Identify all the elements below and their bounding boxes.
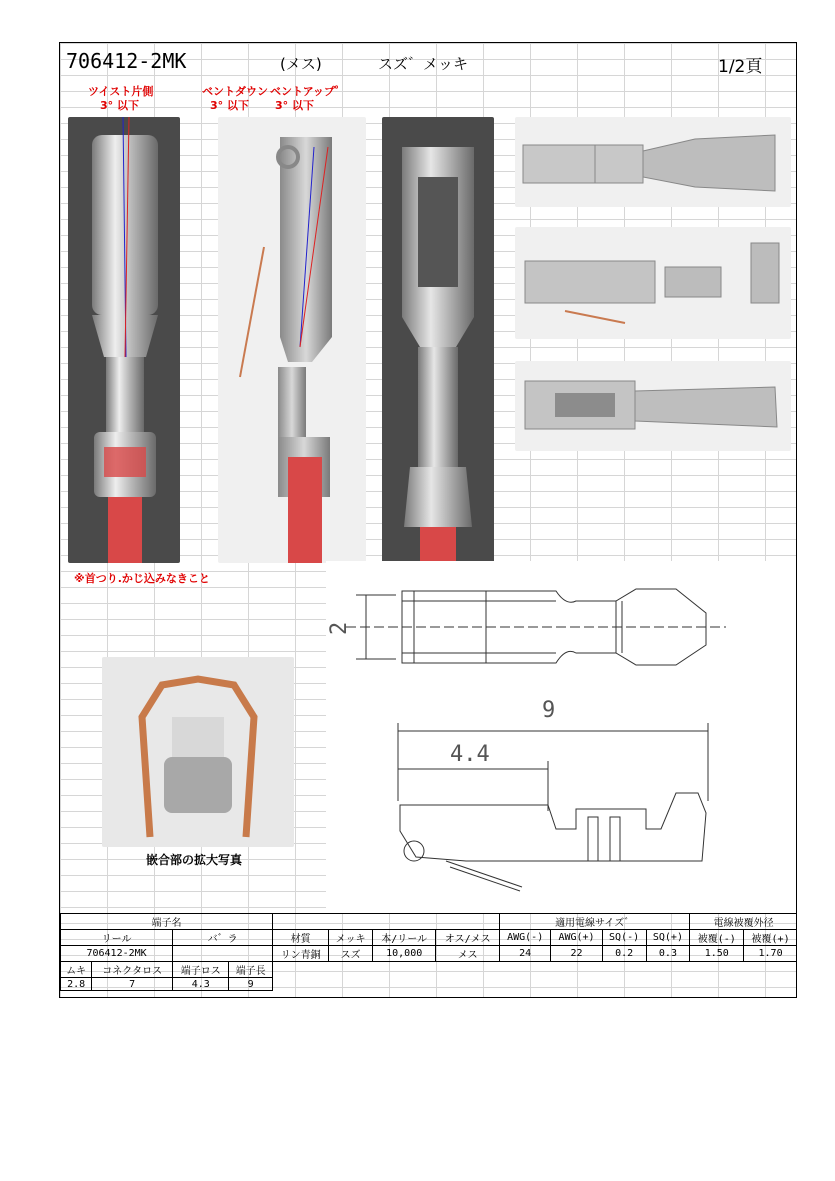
terminal-length-label: 端子長 [229, 962, 273, 978]
ins-min-label: 被覆(-) [690, 930, 744, 946]
photo-top-horizontal [515, 117, 791, 207]
bend-up-value: 3° 以下 [275, 99, 314, 112]
ins-min-value: 1.50 [690, 946, 744, 962]
gender-value: メス [436, 946, 500, 962]
sq-min-label: SQ(-) [602, 930, 646, 946]
terminal-loss-value: 4.3 [173, 978, 229, 991]
dim-partial: 4.4 [450, 742, 490, 767]
ins-max-value: 1.70 [744, 946, 797, 962]
strip-label: ムキ [61, 962, 92, 978]
gender-label: オス/メス [436, 930, 500, 946]
part-number: 706412-2MK [66, 49, 187, 73]
sq-max-value: 0.3 [646, 946, 690, 962]
bend-down-value: 3° 以下 [210, 99, 249, 112]
awg-min-label: AWG(-) [499, 930, 550, 946]
photo-closeup [102, 657, 294, 847]
terminal-length-value: 9 [229, 978, 273, 991]
technical-drawing [326, 561, 797, 913]
awg-min-value: 24 [499, 946, 550, 962]
terminal-type: (メス) [280, 55, 322, 73]
plating-type: スズ゛メッキ [378, 55, 469, 73]
per-reel-value: 10,000 [372, 946, 435, 962]
photo-side-horizontal [515, 227, 791, 339]
connector-loss-label: コネクタロス [92, 962, 173, 978]
terminal-spec-sheet [59, 42, 797, 998]
neck-note: ※首つり.かじ込みなきこと [74, 572, 210, 585]
twist-label: ツイスト片側 [88, 85, 154, 98]
page-number: 1/2頁 [718, 57, 763, 77]
closeup-caption: 嵌合部の拡大写真 [146, 853, 243, 867]
photo-bottom-horizontal [515, 361, 791, 451]
material-label: 材質 [273, 930, 329, 946]
terminal-loss-label: 端子ロス [173, 962, 229, 978]
terminal-name-header: 端子名 [61, 914, 273, 930]
wire-size-header: 適用電線サイズ゛ [499, 914, 689, 930]
awg-max-label: AWG(+) [551, 930, 602, 946]
ins-max-label: 被覆(+) [744, 930, 797, 946]
material-value: リン青銅 [273, 946, 329, 962]
bend-up-label: ベントアップ゜ [270, 85, 346, 98]
reel-label: リール [61, 930, 173, 946]
strip-value: 2.8 [61, 978, 92, 991]
dim-height: 2 [327, 621, 352, 635]
plating-value: スズ [329, 946, 373, 962]
per-reel-label: 本/リール [372, 930, 435, 946]
photo-top-view [382, 117, 494, 563]
twist-value: 3° 以下 [100, 99, 139, 112]
photo-side-view [218, 117, 366, 563]
plating-label: メッキ [329, 930, 373, 946]
awg-max-value: 22 [551, 946, 602, 962]
connector-loss-value: 7 [92, 978, 173, 991]
dim-total: 9 [542, 698, 556, 723]
spec-table [60, 913, 797, 991]
sq-max-label: SQ(+) [646, 930, 690, 946]
reel-value: 706412-2MK [61, 946, 173, 962]
bulk-label: バ゛ラ [173, 930, 273, 946]
photo-front-view [68, 117, 180, 563]
bend-down-label: ベントダウン [202, 85, 268, 98]
sq-min-value: 0.2 [602, 946, 646, 962]
insulation-header: 電線被覆外径 [690, 914, 797, 930]
